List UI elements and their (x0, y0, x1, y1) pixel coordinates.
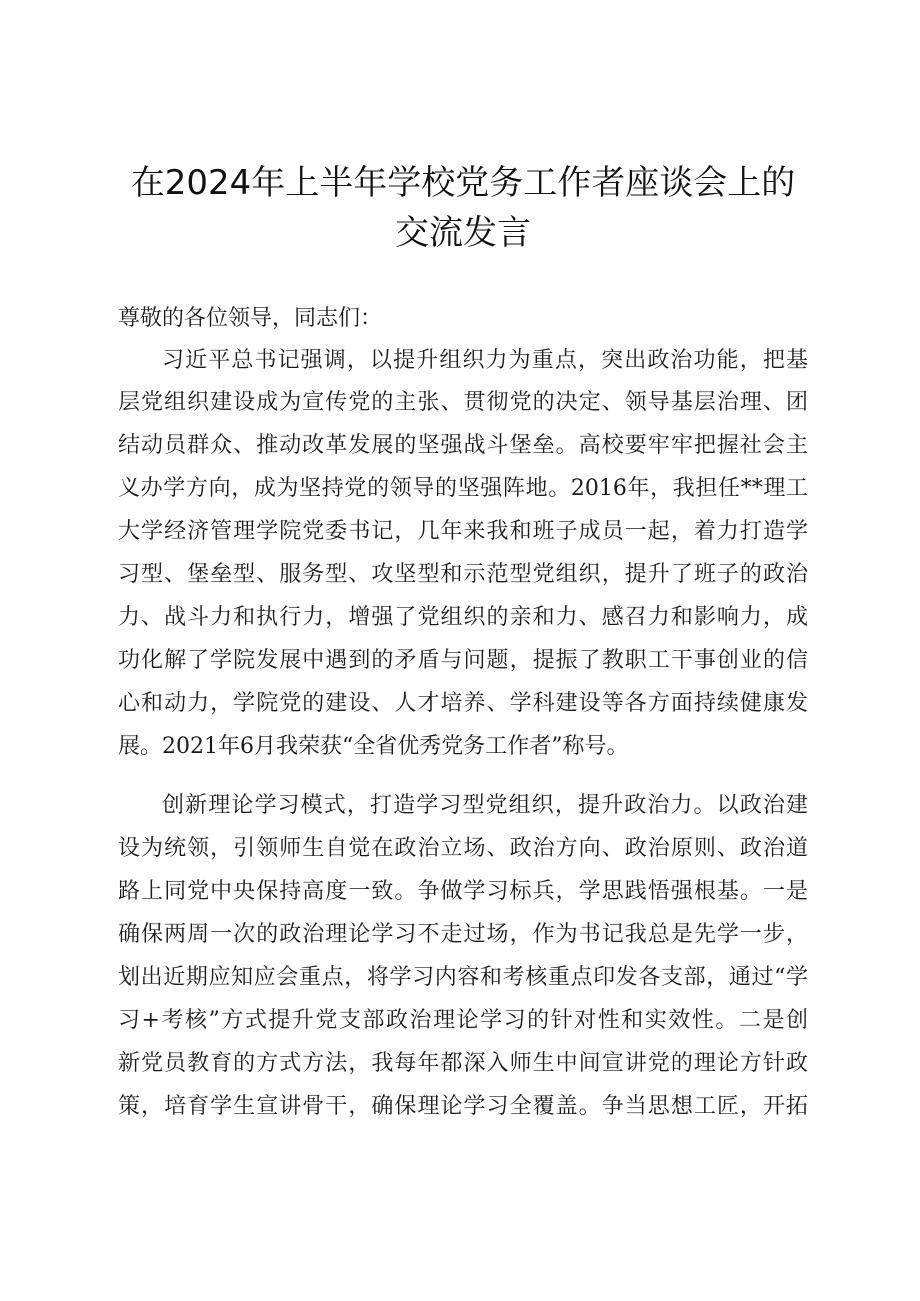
paragraph-line: 心和动力，学院党的建设、人才培养、学科建设等各方面持续健康发 (118, 691, 808, 716)
paragraph-line: 力、战斗力和执行力，增强了党组织的亲和力、感召力和影响力，成 (118, 605, 808, 630)
paragraph-line: 功化解了学院发展中遇到的矛盾与问题，提振了教职工干事创业的信 (118, 648, 808, 673)
paragraph-line: 设为统领，引领师生自觉在政治立场、政治方向、政治原则、政治道 (118, 836, 808, 861)
document-title-line-2: 交流发言 (395, 213, 531, 253)
paragraph-line: 创新理论学习模式，打造学习型党组织，提升政治力。以政治建 (162, 793, 808, 818)
paragraph-line: 结动员群众、推动改革发展的坚强战斗堡垒。高校要牢牢把握社会主 (118, 433, 808, 458)
paragraph-line: 划出近期应知应会重点，将学习内容和考核重点印发各支部，通过“学 (118, 965, 808, 990)
paragraph-line: 展。2021年6月我荣获“全省优秀党务工作者”称号。 (118, 734, 629, 759)
paragraph-line: 新党员教育的方式方法，我每年都深入师生中间宣讲党的理论方针政 (118, 1051, 808, 1076)
paragraph-line: 义办学方向，成为坚持党的领导的坚强阵地。2016年，我担任**理工 (118, 476, 808, 501)
paragraph-line: 确保两周一次的政治理论学习不走过场，作为书记我总是先学一步， (118, 922, 808, 947)
salutation: 尊敬的各位领导，同志们： (118, 306, 383, 331)
paragraph-line: 习近平总书记强调，以提升组织力为重点，突出政治功能，把基 (162, 348, 808, 373)
paragraph-line: 习型、堡垒型、服务型、攻坚型和示范型党组织，提升了班子的政治 (118, 562, 808, 587)
paragraph-line: 策，培育学生宣讲骨干，确保理论学习全覆盖。争当思想工匠，开拓 (118, 1094, 808, 1119)
paragraph-line: 大学经济管理学院党委书记，几年来我和班子成员一起，着力打造学 (118, 519, 808, 544)
paragraph-line: 习+考核”方式提升党支部政治理论学习的针对性和实效性。二是创 (118, 1008, 808, 1033)
document-title-line-1: 在2024年上半年学校党务工作者座谈会上的 (130, 163, 796, 203)
paragraph-line: 路上同党中央保持高度一致。争做学习标兵，学思践悟强根基。一是 (118, 879, 808, 904)
paragraph-line: 层党组织建设成为宣传党的主张、贯彻党的决定、领导基层治理、团 (118, 390, 808, 415)
